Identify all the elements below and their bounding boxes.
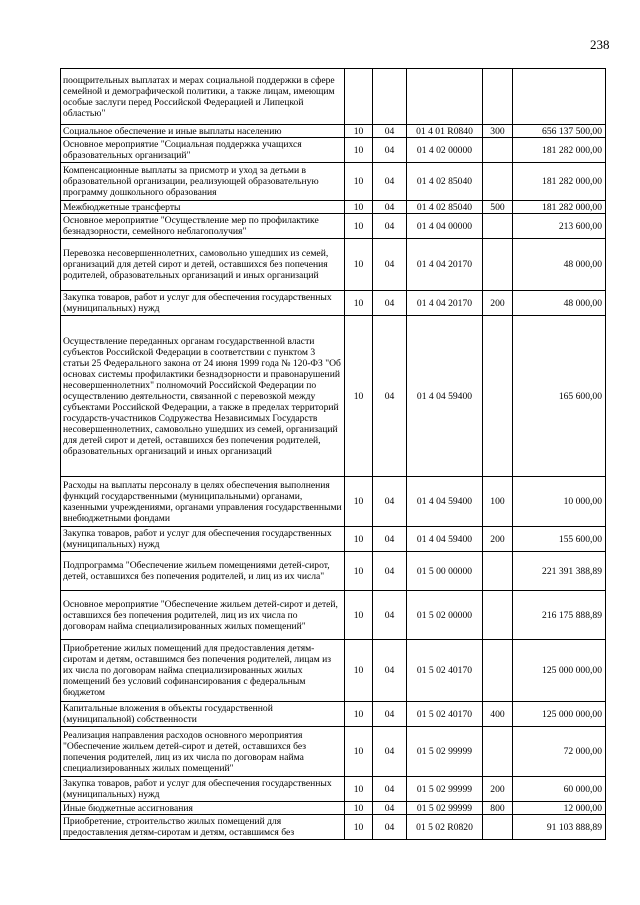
expense-name-cell: Основное мероприятие "Осуществление мер по профилактике безнадзорности, семейного неблагополучия": [61, 214, 345, 239]
subsection-cell: 04: [373, 815, 407, 840]
section-cell: 10: [345, 527, 373, 552]
table-row: [61, 163, 606, 201]
expense-name-cell: Подпрограмма "Обеспечение жильем помещениями детей-сирот, детей, оставшихся без попечения родителей, и лиц из их числа": [61, 552, 345, 591]
section-cell: 10: [345, 201, 373, 214]
expense-name-cell: Приобретение, строительство жилых помещений для предоставления детям-сиротам и детям, оставшимся без: [61, 815, 345, 840]
table-row: [61, 727, 606, 777]
expense-type-cell: 100: [483, 477, 513, 527]
subsection-cell: 04: [373, 125, 407, 138]
subsection-cell: 04: [373, 777, 407, 802]
expense-type-cell: 500: [483, 201, 513, 214]
amount-cell: 181 282 000,00: [513, 138, 606, 163]
subsection-cell: 04: [373, 291, 407, 316]
amount-cell: 60 000,00: [513, 777, 606, 802]
budget-table: [60, 68, 606, 840]
subsection-cell: 04: [373, 214, 407, 239]
section-cell: 10: [345, 727, 373, 777]
section-cell: 10: [345, 477, 373, 527]
amount-cell: 125 000 000,00: [513, 702, 606, 727]
amount-cell: 155 600,00: [513, 527, 606, 552]
expense-name-cell: поощрительных выплатах и мерах социальной поддержки в сфере семейной и демографической политики, а также лицам, имеющим особые заслуги перед Российской Федерацией и Липецкой областью": [61, 69, 345, 125]
expense-type-cell: [483, 316, 513, 477]
target-article-cell: 01 4 04 00000: [407, 214, 483, 239]
page-number: 238: [590, 37, 610, 52]
section-cell: 10: [345, 815, 373, 840]
target-article-cell: 01 4 04 20170: [407, 239, 483, 291]
subsection-cell: 04: [373, 552, 407, 591]
target-article-cell: 01 5 02 99999: [407, 802, 483, 815]
table-row: [61, 316, 606, 477]
target-article-cell: 01 4 04 59400: [407, 527, 483, 552]
expense-name-cell: Межбюджетные трансферты: [61, 201, 345, 214]
expense-type-cell: [483, 214, 513, 239]
amount-cell: 91 103 888,89: [513, 815, 606, 840]
section-cell: 10: [345, 125, 373, 138]
expense-type-cell: 400: [483, 702, 513, 727]
amount-cell: 221 391 388,89: [513, 552, 606, 591]
table-row: [61, 640, 606, 702]
table-row: [61, 239, 606, 291]
expense-name-cell: Закупка товаров, работ и услуг для обеспечения государственных (муниципальных) нужд: [61, 777, 345, 802]
table-row: [61, 777, 606, 802]
amount-cell: 12 000,00: [513, 802, 606, 815]
section-cell: 10: [345, 802, 373, 815]
amount-cell: 10 000,00: [513, 477, 606, 527]
table-row: [61, 69, 606, 125]
expense-type-cell: [483, 640, 513, 702]
table-row: [61, 214, 606, 239]
table-row: [61, 125, 606, 138]
subsection-cell: 04: [373, 477, 407, 527]
amount-cell: 181 282 000,00: [513, 163, 606, 201]
expense-name-cell: Капитальные вложения в объекты государственной (муниципальной) собственности: [61, 702, 345, 727]
target-article-cell: 01 5 02 40170: [407, 702, 483, 727]
target-article-cell: 01 5 02 R0820: [407, 815, 483, 840]
subsection-cell: 04: [373, 802, 407, 815]
amount-cell: 213 600,00: [513, 214, 606, 239]
table-row: [61, 591, 606, 640]
amount-cell: 48 000,00: [513, 291, 606, 316]
subsection-cell: 04: [373, 640, 407, 702]
expense-name-cell: Основное мероприятие "Обеспечение жильем детей-сирот и детей, оставшихся без попечения родителей, лиц из их числа по договорам найма специализированных жилых помещений": [61, 591, 345, 640]
table-row: [61, 291, 606, 316]
expense-type-cell: 200: [483, 527, 513, 552]
amount-cell: 125 000 000,00: [513, 640, 606, 702]
target-article-cell: [407, 69, 483, 125]
expense-type-cell: [483, 727, 513, 777]
target-article-cell: 01 5 02 00000: [407, 591, 483, 640]
expense-type-cell: 800: [483, 802, 513, 815]
expense-name-cell: Закупка товаров, работ и услуг для обеспечения государственных (муниципальных) нужд: [61, 291, 345, 316]
expense-name-cell: Приобретение жилых помещений для предоставления детям-сиротам и детям, оставшимся без попечения родителей, лицам из их числа по договорам найма специализированных жилых помещений без условий софинансирования с федеральным бюджетом: [61, 640, 345, 702]
target-article-cell: 01 4 02 85040: [407, 201, 483, 214]
section-cell: 10: [345, 291, 373, 316]
subsection-cell: 04: [373, 201, 407, 214]
table-row: [61, 201, 606, 214]
table-row: [61, 802, 606, 815]
expense-name-cell: Компенсационные выплаты за присмотр и уход за детьми в образовательной организации, реализующей образовательную программу дошкольного образования: [61, 163, 345, 201]
amount-cell: 48 000,00: [513, 239, 606, 291]
expense-name-cell: Расходы на выплаты персоналу в целях обеспечения выполнения функций государственными (муниципальными) органами, казенными учреждениями, органами управления государственными внебюджетными фондами: [61, 477, 345, 527]
target-article-cell: 01 5 02 99999: [407, 777, 483, 802]
expense-name-cell: Закупка товаров, работ и услуг для обеспечения государственных (муниципальных) нужд: [61, 527, 345, 552]
target-article-cell: 01 4 04 59400: [407, 316, 483, 477]
section-cell: 10: [345, 239, 373, 291]
expense-name-cell: Иные бюджетные ассигнования: [61, 802, 345, 815]
section-cell: 10: [345, 591, 373, 640]
amount-cell: [513, 69, 606, 125]
expense-type-cell: 200: [483, 777, 513, 802]
expense-name-cell: Осуществление переданных органам государственной власти субъектов Российской Федерации в соответствии с пунктом 3 статьи 25 Федерального закона от 24 июня 1999 года № 120-ФЗ "Об основах системы профилактики безнадзорности и правонарушений несовершеннолетних" полномочий Российской Федерации по осуществлению деятельности, связанной с перевозкой между субъектами Российской Федерации, а также в пределах территорий государств-участников Содружества Независимых Государств несовершеннолетних, самовольно ушедших из семей, организаций для детей сирот и детей, оставшихся без попечения родителей, образовательных организаций и иных организаций: [61, 316, 345, 477]
subsection-cell: 04: [373, 727, 407, 777]
section-cell: 10: [345, 640, 373, 702]
amount-cell: 656 137 500,00: [513, 125, 606, 138]
target-article-cell: 01 5 00 00000: [407, 552, 483, 591]
section-cell: 10: [345, 552, 373, 591]
subsection-cell: 04: [373, 163, 407, 201]
target-article-cell: 01 4 01 R0840: [407, 125, 483, 138]
table-row: [61, 702, 606, 727]
expense-type-cell: 300: [483, 125, 513, 138]
expense-type-cell: [483, 552, 513, 591]
amount-cell: 165 600,00: [513, 316, 606, 477]
section-cell: 10: [345, 702, 373, 727]
section-cell: [345, 69, 373, 125]
section-cell: 10: [345, 138, 373, 163]
amount-cell: 181 282 000,00: [513, 201, 606, 214]
subsection-cell: 04: [373, 702, 407, 727]
target-article-cell: 01 4 02 85040: [407, 163, 483, 201]
expense-type-cell: [483, 138, 513, 163]
table-row: [61, 552, 606, 591]
section-cell: 10: [345, 777, 373, 802]
subsection-cell: 04: [373, 527, 407, 552]
amount-cell: 72 000,00: [513, 727, 606, 777]
expense-type-cell: [483, 815, 513, 840]
table-row: [61, 477, 606, 527]
target-article-cell: 01 5 02 40170: [407, 640, 483, 702]
subsection-cell: 04: [373, 316, 407, 477]
expense-name-cell: Социальное обеспечение и иные выплаты населению: [61, 125, 345, 138]
table-row: [61, 527, 606, 552]
subsection-cell: 04: [373, 591, 407, 640]
expense-type-cell: [483, 239, 513, 291]
subsection-cell: [373, 69, 407, 125]
target-article-cell: 01 4 04 20170: [407, 291, 483, 316]
section-cell: 10: [345, 163, 373, 201]
expense-type-cell: [483, 591, 513, 640]
subsection-cell: 04: [373, 138, 407, 163]
expense-name-cell: Реализация направления расходов основного мероприятия "Обеспечение жильем детей-сирот и детей, оставшихся без попечения родителей, лиц из их числа по договорам найма специализированных жилых помещений": [61, 727, 345, 777]
expense-name-cell: Перевозка несовершеннолетних, самовольно ушедших из семей, организаций для детей сирот и детей, оставшихся без попечения родителей, образовательных организаций и иных организаций: [61, 239, 345, 291]
table-row: [61, 815, 606, 840]
expense-type-cell: [483, 69, 513, 125]
expense-type-cell: [483, 163, 513, 201]
target-article-cell: 01 4 04 59400: [407, 477, 483, 527]
section-cell: 10: [345, 214, 373, 239]
table-row: [61, 138, 606, 163]
expense-type-cell: 200: [483, 291, 513, 316]
amount-cell: 216 175 888,89: [513, 591, 606, 640]
section-cell: 10: [345, 316, 373, 477]
expense-name-cell: Основное мероприятие "Социальная поддержка учащихся образовательных организаций": [61, 138, 345, 163]
target-article-cell: 01 5 02 99999: [407, 727, 483, 777]
subsection-cell: 04: [373, 239, 407, 291]
target-article-cell: 01 4 02 00000: [407, 138, 483, 163]
